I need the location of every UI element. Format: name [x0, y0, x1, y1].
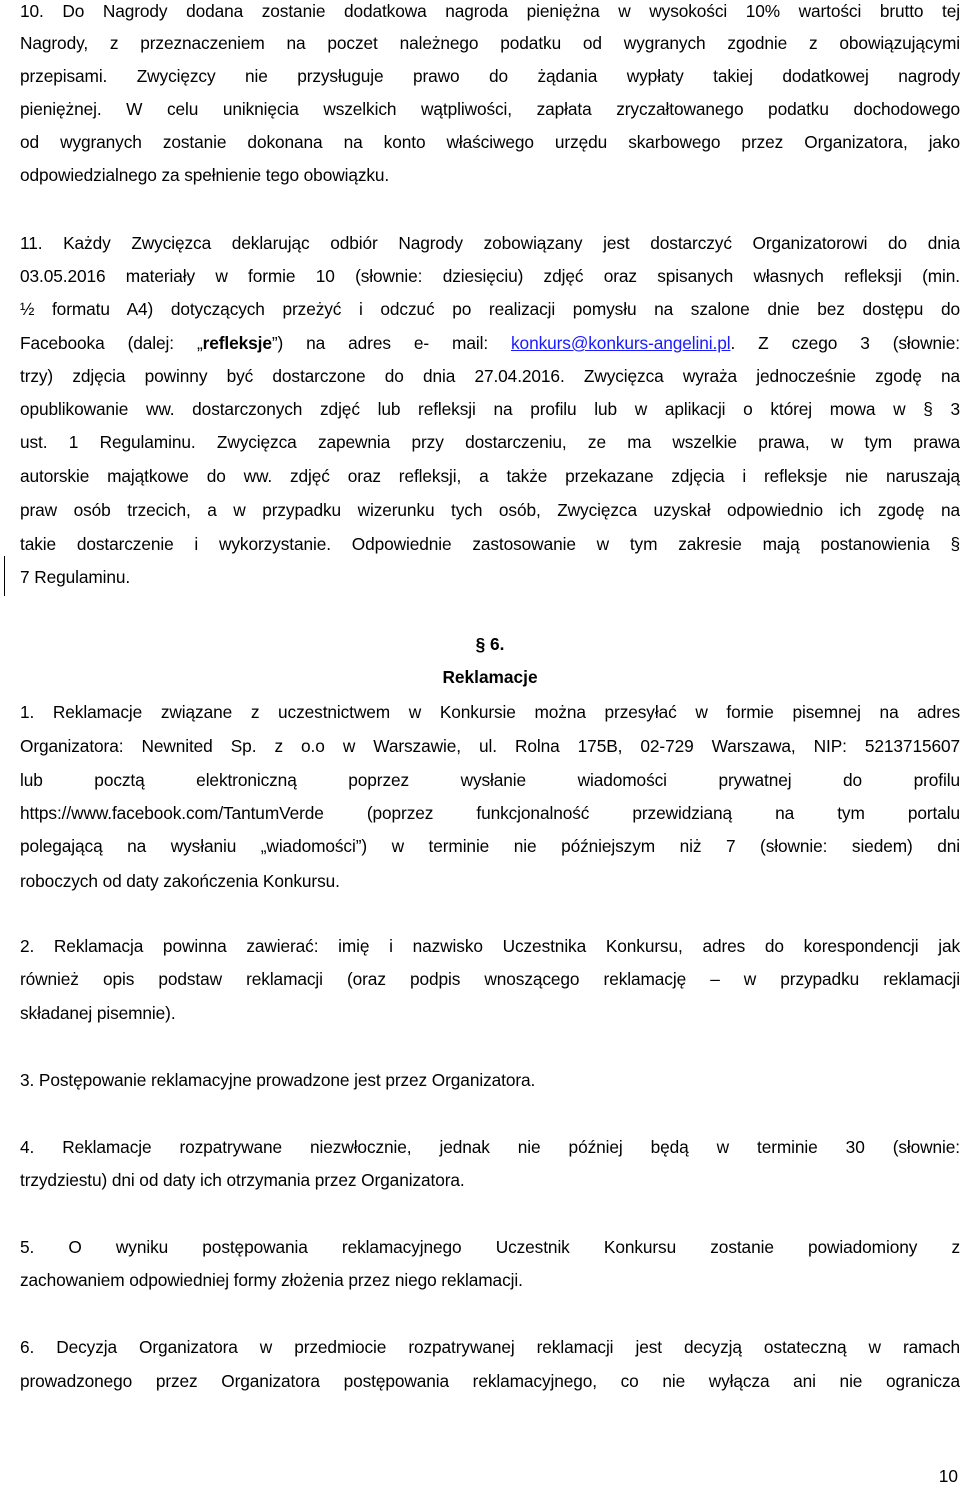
- email-link[interactable]: konkurs@konkurs-angelini.pl: [511, 333, 731, 353]
- text-line: 4. Reklamacje rozpatrywane niezwłocznie, jednak nie później będą w terminie 30 (słownie:: [20, 1137, 960, 1157]
- text-line: odpowiedzialnego za spełnienie tego obowiązku.: [20, 165, 390, 185]
- text-line: [20, 332, 960, 354]
- change-bar: [4, 556, 5, 596]
- text-line: 03.05.2016 materiały w formie 10 (słownie: dziesięciu) zdjęć oraz spisanych własnych refleksji (min.: [20, 266, 960, 286]
- page-number: 10: [938, 1466, 958, 1486]
- text-line: takie dostarczenie i wykorzystanie. Odpowiednie zastosowanie w tym zakresie mają postanowienia §: [20, 534, 960, 554]
- text-line: polegającą na wysłaniu „wiadomości”) w terminie nie późniejszym niż 7 (słownie: siedem) dni: [20, 836, 960, 856]
- text-line: trzydziestu) dni od daty ich otrzymania przez Organizatora.: [20, 1170, 465, 1190]
- complaint-paragraph-3: 3. Postępowanie reklamacyjne prowadzone jest przez Organizatora.: [20, 1070, 536, 1090]
- text-line: zachowaniem odpowiedniej formy złożenia przez niego reklamacji.: [20, 1270, 523, 1290]
- text-line: autorskie majątkowe do ww. zdjęć oraz refleksji, a także przekazane zdjęcia i refleksje nie naruszają: [20, 466, 960, 486]
- text-line: opublikowanie ww. dostarczonych zdjęć lub refleksji na profilu lub w aplikacji o której mowa w § 3: [20, 399, 960, 419]
- text-line: ½ formatu A4) dotyczących przeżyć i odczuć po realizacji pomysłu na szalone dnie bez dostępu do: [20, 299, 960, 319]
- text-fragment: ”) na adres e- mail:: [271, 333, 512, 353]
- text-line: również opis podstaw reklamacji (oraz podpis wnoszącego reklamację – w przypadku reklamacji: [20, 969, 960, 989]
- text-line: od wygranych zostanie dokonana na konto właściwego urzędu skarbowego przez Organizatora, jako: [20, 132, 960, 152]
- text-line: 2. Reklamacja powinna zawierać: imię i nazwisko Uczestnika Konkursu, adres do korespondencji jak: [20, 936, 960, 956]
- section-title: Reklamacje: [442, 667, 538, 687]
- text-line: lub pocztą elektroniczną poprzez wysłanie wiadomości prywatnej do profilu: [20, 770, 960, 790]
- text-line: https://www.facebook.com/TantumVerde (poprzez funkcjonalność przewidzianą na tym portalu: [20, 803, 960, 823]
- text-line: 1. Reklamacje związane z uczestnictwem w Konkursie można przesyłać w formie pisemnej na adres: [20, 702, 960, 722]
- text-line: prowadzonego przez Organizatora postępowania reklamacyjnego, co nie wyłącza ani nie ogranicza: [20, 1371, 960, 1391]
- text-line: 6. Decyzja Organizatora w przedmiocie rozpatrywanej reklamacji jest decyzją ostateczną w ramach: [20, 1337, 960, 1357]
- text-line: 5. O wyniku postępowania reklamacyjnego Uczestnik Konkursu zostanie powiadomiony z: [20, 1237, 960, 1257]
- text-line: ust. 1 Regulaminu. Zwycięzca zapewnia przy dostarczeniu, ze ma wszelkie prawa, w tym prawa: [20, 432, 960, 452]
- text-line: roboczych od daty zakończenia Konkursu.: [20, 871, 340, 891]
- text-line: praw osób trzecich, a w przypadku wizerunku tych osób, Zwycięzca uzyskał odpowiednio ich zgodę na: [20, 500, 960, 520]
- text-line: 11. Każdy Zwycięzca deklarując odbiór Nagrody zobowiązany jest dostarczyć Organizatorowi do dnia: [20, 233, 960, 253]
- text-line: trzy) zdjęcia powinny być dostarczone do dnia 27.04.2016. Zwycięzca wyraża jednocześnie zgodę na: [20, 366, 960, 386]
- text-line: pieniężnej. W celu uniknięcia wszelkich wątpliwości, zapłata zryczałtowanego podatku dochodowego: [20, 99, 960, 119]
- text-fragment: . Z czego 3 (słownie:: [730, 333, 960, 353]
- text-line: przepisami. Zwycięzcy nie przysługuje prawo do żądania wypłaty takiej dodatkowej nagrody: [20, 66, 960, 86]
- bold-term: refleksje: [202, 333, 272, 353]
- text-line: 10. Do Nagrody dodana zostanie dodatkowa nagroda pieniężna w wysokości 10% wartości brutto tej: [20, 1, 960, 21]
- text-line: Nagrody, z przeznaczeniem na poczet należnego podatku od wygranych zgodnie z obowiązującymi: [20, 33, 960, 53]
- text-fragment: Facebooka (dalej: „: [20, 333, 203, 353]
- text-line: 7 Regulaminu.: [20, 567, 131, 587]
- text-line: składanej pisemnie).: [20, 1003, 176, 1023]
- text-line: Organizatora: Newnited Sp. z o.o w Warszawie, ul. Rolna 175B, 02-729 Warszawa, NIP: 5213715607: [20, 736, 960, 756]
- section-number: § 6.: [475, 634, 505, 654]
